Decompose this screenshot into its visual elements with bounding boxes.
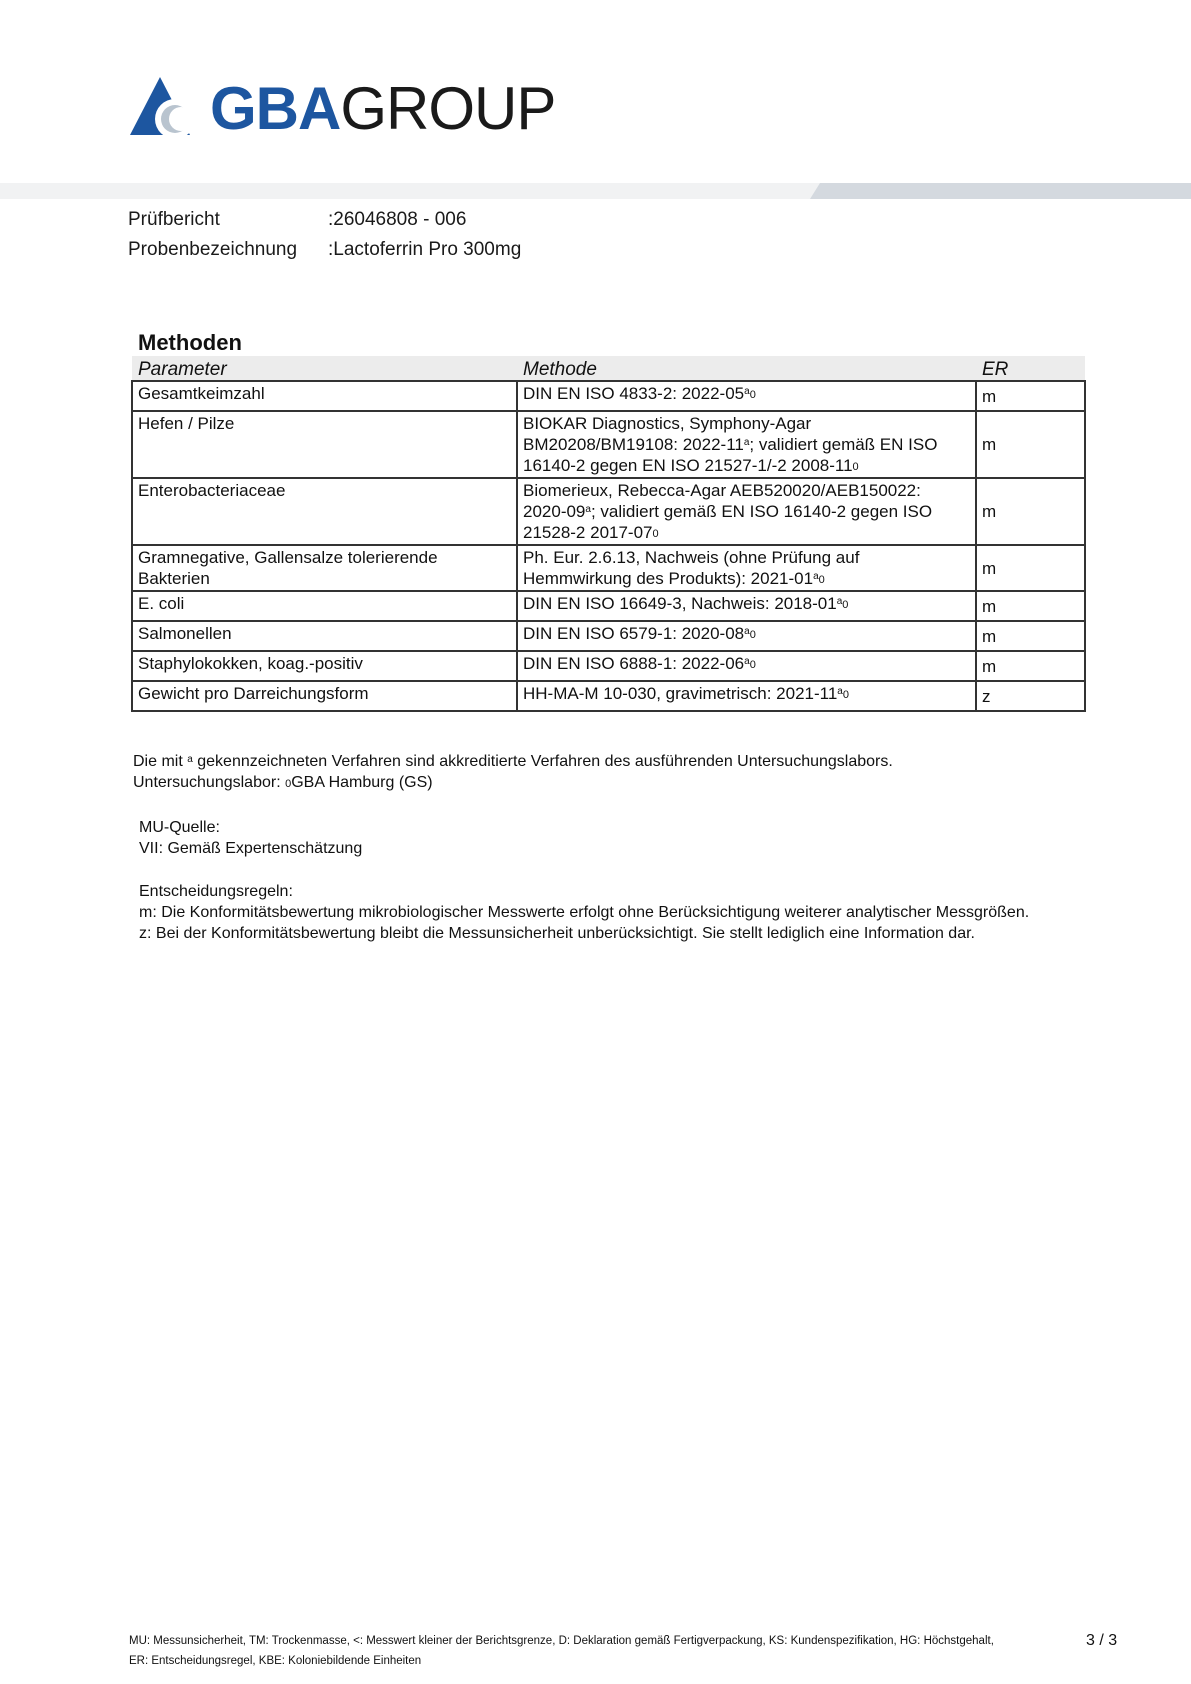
method-line bbox=[523, 653, 970, 674]
table-row bbox=[132, 381, 1085, 411]
gba-logo-mark-icon bbox=[130, 77, 200, 141]
method-line bbox=[523, 683, 970, 704]
parameter-cell: Gramnegative, Gallensalze tolerierende Bakterien bbox=[132, 545, 517, 591]
parameter-cell: Enterobacteriaceae bbox=[132, 478, 517, 545]
method-text: 21528-2 2017-07 bbox=[523, 523, 653, 542]
method-line bbox=[523, 434, 970, 455]
parameter-cell: Gesamtkeimzahl bbox=[132, 381, 517, 411]
lab-index: 0 bbox=[842, 689, 849, 701]
parameter-cell: E. coli bbox=[132, 591, 517, 621]
decision-rule-z: z: Bei der Konformitätsbewertung bleibt die Messunsicherheit unberücksichtigt. Sie stellt lediglich eine Information dar. bbox=[139, 925, 975, 942]
method-text: BM20208/BM19108: 2022-11 bbox=[523, 435, 744, 454]
method-cell bbox=[517, 591, 976, 621]
method-cell bbox=[517, 545, 976, 591]
parameter-cell: Salmonellen bbox=[132, 621, 517, 651]
table-row bbox=[132, 411, 1085, 478]
report-number-label: Prüfbericht bbox=[128, 209, 220, 230]
parameter-cell: Staphylokokken, koag.-positiv bbox=[132, 651, 517, 681]
accreditation-marker: a bbox=[585, 504, 591, 515]
footer-abbreviations bbox=[129, 1631, 994, 1671]
method-cell bbox=[517, 621, 976, 651]
lab-index: 0 bbox=[749, 389, 756, 401]
method-text: Ph. Eur. 2.6.13, Nachweis (ohne Prüfung auf bbox=[523, 548, 860, 567]
method-line bbox=[523, 455, 970, 476]
method-cell bbox=[517, 651, 976, 681]
lab-index: 0 bbox=[749, 659, 756, 671]
method-cell bbox=[517, 411, 976, 478]
column-header-parameter: Parameter bbox=[132, 356, 517, 381]
method-text: DIN EN ISO 4833-2: 2022-05 bbox=[523, 384, 745, 403]
footer-line-1: MU: Messunsicherheit, TM: Trockenmasse, <: Messwert kleiner der Berichtsgrenze, D: Deklaration gemäß Fertigverpackung, KS: Kundenspezifikation, HG: Höchstgehalt, bbox=[129, 1635, 994, 1647]
method-text: BIOKAR Diagnostics, Symphony-Agar bbox=[523, 414, 812, 433]
decision-rules-label: Entscheidungsregeln: bbox=[139, 883, 293, 900]
page-number: 3 / 3 bbox=[1086, 1632, 1118, 1649]
er-cell: m bbox=[976, 651, 1085, 681]
er-cell: m bbox=[976, 621, 1085, 651]
method-cell bbox=[517, 381, 976, 411]
accreditation-text-end: gekennzeichneten Verfahren sind akkreditierte Verfahren des ausführenden Untersuchungslabors. bbox=[192, 753, 893, 770]
method-line bbox=[523, 568, 970, 589]
methods-table-header bbox=[132, 356, 1085, 381]
er-cell: m bbox=[976, 591, 1085, 621]
accreditation-marker: a bbox=[744, 656, 750, 667]
lab-label: Untersuchungslabor: bbox=[133, 774, 286, 791]
method-text: 2020-09 bbox=[523, 502, 586, 521]
lab-index: 0 bbox=[285, 778, 292, 790]
lab-index: 0 bbox=[842, 599, 849, 611]
accreditation-note bbox=[133, 751, 893, 772]
accreditation-marker: a bbox=[744, 386, 750, 397]
sample-name-value: :Lactoferrin Pro 300mg bbox=[328, 239, 522, 260]
table-row bbox=[132, 681, 1085, 711]
lab-index: 0 bbox=[852, 461, 859, 473]
method-cell bbox=[517, 681, 976, 711]
er-cell: m bbox=[976, 545, 1085, 591]
accreditation-marker: a bbox=[744, 626, 750, 637]
accreditation-marker: a bbox=[836, 596, 843, 607]
lab-index: 0 bbox=[652, 528, 659, 540]
method-text: ; validiert gemäß EN ISO bbox=[749, 435, 938, 454]
table-row bbox=[132, 478, 1085, 545]
decision-rule-m: m: Die Konformitätsbewertung mikrobiologischer Messwerte erfolgt ohne Berücksichtigung weiterer analytischer Messgrößen. bbox=[139, 904, 1030, 921]
lab-index: 0 bbox=[818, 574, 825, 586]
lab-line bbox=[133, 772, 433, 793]
method-text: 16140-2 gegen EN ISO 21527-1/-2 2008-11 bbox=[523, 456, 853, 475]
method-text: DIN EN ISO 6579-1: 2020-08 bbox=[523, 624, 745, 643]
method-text: HH-MA-M 10-030, gravimetrisch: 2021-11 bbox=[523, 684, 838, 703]
lab-name: GBA Hamburg (GS) bbox=[291, 774, 433, 791]
parameter-cell: Gewicht pro Darreichungsform bbox=[132, 681, 517, 711]
method-text: Hemmwirkung des Produkts): 2021-01 bbox=[523, 569, 814, 588]
table-row bbox=[132, 591, 1085, 621]
accreditation-text-start: Die mit bbox=[133, 753, 188, 770]
method-line bbox=[523, 623, 970, 644]
method-line bbox=[523, 547, 970, 568]
gba-group-logo bbox=[130, 74, 555, 144]
method-cell bbox=[517, 478, 976, 545]
method-line bbox=[523, 501, 970, 522]
accreditation-marker: a bbox=[813, 571, 819, 582]
methods-title: Methoden bbox=[138, 330, 242, 355]
footer-line-2: ER: Entscheidungsregel, KBE: Koloniebildende Einheiten bbox=[129, 1655, 422, 1667]
mu-source-value: VII: Gemäß Expertenschätzung bbox=[139, 840, 363, 857]
lab-index: 0 bbox=[749, 629, 756, 641]
sample-name-label: Probenbezeichnung bbox=[128, 239, 298, 260]
er-cell: m bbox=[976, 411, 1085, 478]
parameter-cell: Hefen / Pilze bbox=[132, 411, 517, 478]
method-text: Biomerieux, Rebecca-Agar AEB520020/AEB150022: bbox=[523, 481, 921, 500]
accreditation-marker: a bbox=[743, 437, 750, 448]
er-cell: m bbox=[976, 381, 1085, 411]
methods-table bbox=[131, 356, 1086, 712]
method-text: ; validiert gemäß EN ISO 16140-2 gegen ISO bbox=[590, 502, 933, 521]
method-line bbox=[523, 480, 970, 501]
method-text: DIN EN ISO 6888-1: 2022-06 bbox=[523, 654, 745, 673]
column-header-method: Methode bbox=[517, 356, 976, 381]
table-row bbox=[132, 651, 1085, 681]
mu-source-label: MU-Quelle: bbox=[139, 819, 220, 836]
er-cell: m bbox=[976, 478, 1085, 545]
accreditation-marker: a bbox=[187, 754, 193, 765]
logo-text-gba: GBA bbox=[210, 75, 341, 142]
method-text: DIN EN ISO 16649-3, Nachweis: 2018-01 bbox=[523, 594, 837, 613]
er-cell: z bbox=[976, 681, 1085, 711]
method-line bbox=[523, 413, 970, 434]
method-line bbox=[523, 383, 970, 404]
method-line bbox=[523, 522, 970, 543]
logo-text-group: GROUP bbox=[340, 75, 556, 142]
accreditation-marker: a bbox=[837, 686, 843, 697]
report-number-value: :26046808 - 006 bbox=[328, 209, 467, 230]
table-row bbox=[132, 621, 1085, 651]
table-row bbox=[132, 545, 1085, 591]
header-banner bbox=[0, 183, 1191, 199]
method-line bbox=[523, 593, 970, 614]
column-header-er: ER bbox=[976, 356, 1085, 381]
